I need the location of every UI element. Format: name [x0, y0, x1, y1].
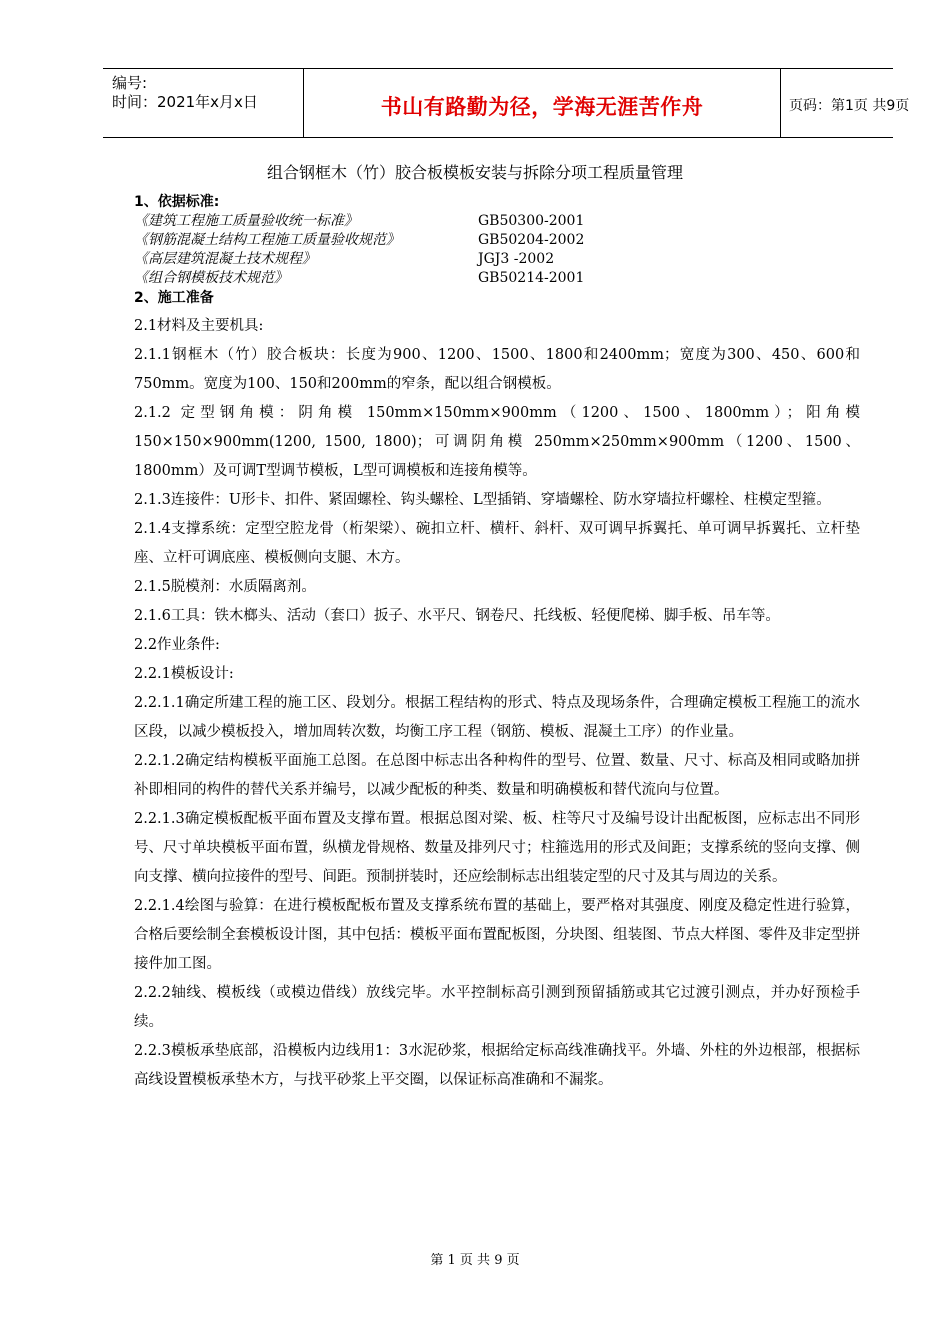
header-page-cell — [781, 69, 910, 137]
standard-name: 《高层建筑混凝土技术规程》 — [134, 251, 316, 267]
header-motto-cell — [304, 69, 781, 137]
standard-code: GB50214-2001 — [478, 270, 585, 286]
section-heading-preparation: 2、施工准备 — [134, 290, 214, 306]
paragraph: 2.1.3连接件：U形卡、扣件、紧固螺栓、钩头螺栓、L型插销、穿墙螺栓、防水穿墙拉杆螺栓、柱模定型箍。 — [134, 492, 831, 508]
standard-item — [134, 212, 860, 231]
paragraph: 2.1.2 定型钢角模：阴角模 150mm×150mm×900mm（1200、1500、1800mm）；阳角模 150×150×900mm(1200, 1500, 1800)；可调阴角模 250mm×250mm×900mm（1200、1500、1800mm）及可调T型调节模板，L型可调模板和连接角模等。 — [134, 405, 860, 479]
standard-item — [134, 231, 860, 250]
paragraph: 2.2.1.1确定所建工程的施工区、段划分。根据工程结构的形式、特点及现场条件，合理确定模板工程施工的流水区段，以减少模板投入，增加周转次数，均衡工序工程（钢筋、模板、混凝土工序）的作业量。 — [134, 695, 860, 740]
standard-code: GB50204-2002 — [478, 232, 585, 248]
document-body — [134, 192, 860, 1095]
header-motto: 书山有路勤为径，学海无涯苦作舟 — [380, 95, 704, 119]
document-title: 组合钢框木（竹）胶合板模板安装与拆除分项工程质量管理 — [266, 163, 683, 182]
section-heading-standards: 1、依据标准: — [134, 194, 220, 210]
standard-name: 《组合钢模板技术规范》 — [134, 270, 288, 286]
paragraph: 2.2.1.2确定结构模板平面施工总图。在总图中标志出各种构件的型号、位置、数量、尺寸、标高及相同或略加拼补即相同的构件的替代关系并编号，以减少配板的种类、数量和明确模板和替代流向与位置。 — [134, 753, 860, 798]
paragraph: 2.2.1模板设计: — [134, 666, 234, 682]
paragraph: 2.2.1.3确定模板配板平面布置及支撑布置。根据总图对梁、板、柱等尺寸及编号设计出配板图，应标志出不同形号、尺寸单块模板平面布置，纵横龙骨规格、数量及排列尺寸；柱箍选用的形式及间距；支撑系统的竖向支撑、侧向支撑、横向拉接件的型号、间距。预制拼装时，还应绘制标志出组装定型的尺寸及其与周边的关系。 — [134, 811, 860, 885]
standard-item — [134, 250, 860, 269]
header-table — [103, 68, 910, 138]
header-page-number: 页码：第1页 共9页 — [789, 98, 910, 114]
document-code-label: 编号: — [112, 74, 148, 92]
paragraph: 2.2.3模板承垫底部，沿模板内边线用1：3水泥砂浆，根据给定标高线准确找平。外墙、外柱的外边根部，根据标高线设置模板承垫木方，与找平砂浆上平交圈，以保证标高准确和不漏浆。 — [134, 1043, 860, 1088]
paragraph: 2.1.1钢框木（竹）胶合板块：长度为900、1200、1500、1800和2400mm；宽度为300、450、600和750mm。宽度为100、150和200mm的窄条，配以组合钢模板。 — [134, 347, 860, 392]
standard-code: GB50300-2001 — [478, 213, 585, 229]
paragraph: 2.2作业条件: — [134, 637, 220, 653]
standard-code: JGJ3 -2002 — [478, 251, 555, 267]
paragraph: 2.2.2轴线、模板线（或模边借线）放线完毕。水平控制标高引测到预留插筋或其它过渡引测点，并办好预检手续。 — [134, 985, 860, 1030]
paragraph: 2.1材料及主要机具: — [134, 318, 264, 334]
document-date: 时间：2021年x月x日 — [112, 93, 258, 111]
paragraph: 2.1.4支撑系统：定型空腔龙骨（桁架梁）、碗扣立杆、横杆、斜杆、双可调早拆翼托、单可调早拆翼托、立杆垫座、立杆可调底座、模板侧向支腿、木方。 — [134, 521, 860, 566]
paragraph: 2.2.1.4绘图与验算：在进行模板配板布置及支撑系统布置的基础上，要严格对其强度、刚度及稳定性进行验算，合格后要绘制全套模板设计图，其中包括：模板平面布置配板图，分块图、组装图、节点大样图、零件及非定型拼接件加工图。 — [134, 898, 860, 972]
standard-item — [134, 269, 860, 288]
standards-list — [134, 212, 860, 288]
standard-name: 《钢筋混凝土结构工程施工质量验收规范》 — [134, 232, 400, 248]
page-footer: 第 1 页 共 9 页 — [430, 1253, 520, 1268]
header-meta-cell — [103, 69, 304, 137]
standard-name: 《建筑工程施工质量验收统一标准》 — [134, 213, 358, 229]
paragraph: 2.1.6工具：铁木榔头、活动（套口）扳子、水平尺、钢卷尺、托线板、轻便爬梯、脚手板、吊车等。 — [134, 608, 780, 624]
paragraph: 2.1.5脱模剂：水质隔离剂。 — [134, 579, 316, 595]
